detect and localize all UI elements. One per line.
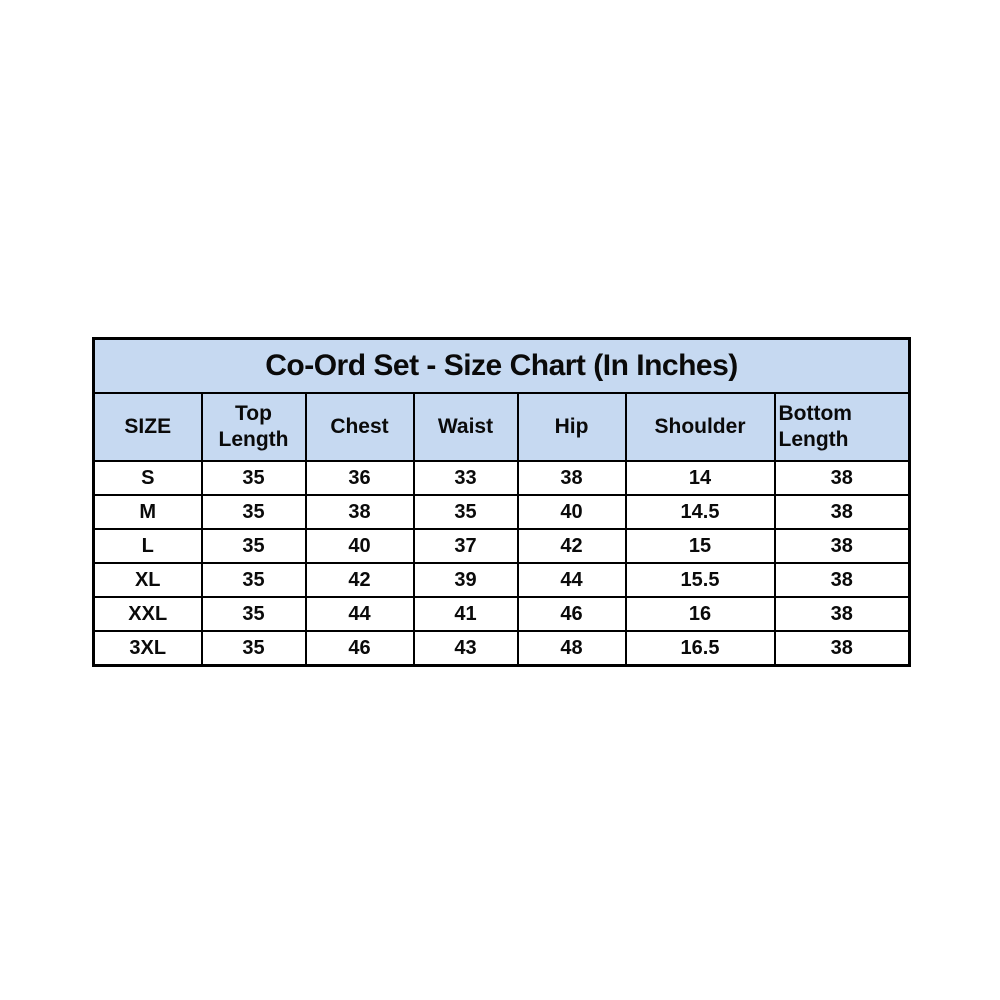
table-cell: 46 — [306, 631, 414, 666]
table-cell: 38 — [306, 495, 414, 529]
table-cell: 39 — [414, 563, 518, 597]
table-row — [94, 563, 910, 597]
chart-title: Co-Ord Set - Size Chart (In Inches) — [94, 339, 910, 394]
table-row — [94, 529, 910, 563]
table-cell: 16.5 — [626, 631, 775, 666]
size-chart-table — [92, 337, 911, 667]
table-cell: 40 — [306, 529, 414, 563]
table-cell: 42 — [306, 563, 414, 597]
table-cell: 37 — [414, 529, 518, 563]
table-cell: 42 — [518, 529, 626, 563]
table-cell: 35 — [202, 631, 306, 666]
table-cell: 38 — [775, 461, 910, 495]
table-cell: 38 — [775, 563, 910, 597]
header-size: SIZE — [94, 393, 202, 461]
size-label-cell: M — [94, 495, 202, 529]
table-cell: 41 — [414, 597, 518, 631]
header-bottom-length: Bottom Length — [775, 393, 910, 461]
table-cell: 36 — [306, 461, 414, 495]
header-hip: Hip — [518, 393, 626, 461]
table-row — [94, 495, 910, 529]
table-cell: 38 — [775, 529, 910, 563]
title-row — [94, 339, 910, 394]
table-cell: 40 — [518, 495, 626, 529]
table-cell: 15.5 — [626, 563, 775, 597]
size-label-cell: 3XL — [94, 631, 202, 666]
table-cell: 14 — [626, 461, 775, 495]
size-label-cell: XXL — [94, 597, 202, 631]
table-cell: 35 — [414, 495, 518, 529]
table-cell: 35 — [202, 461, 306, 495]
table-cell: 35 — [202, 597, 306, 631]
header-waist: Waist — [414, 393, 518, 461]
table-row — [94, 461, 910, 495]
table-cell: 38 — [775, 597, 910, 631]
table-cell: 38 — [775, 631, 910, 666]
table-cell: 16 — [626, 597, 775, 631]
table-cell: 35 — [202, 529, 306, 563]
table-cell: 14.5 — [626, 495, 775, 529]
size-label-cell: XL — [94, 563, 202, 597]
table-cell: 43 — [414, 631, 518, 666]
table-cell: 33 — [414, 461, 518, 495]
table-cell: 15 — [626, 529, 775, 563]
table-row — [94, 597, 910, 631]
table-cell: 44 — [306, 597, 414, 631]
header-shoulder: Shoulder — [626, 393, 775, 461]
header-row — [94, 393, 910, 461]
header-top-length: Top Length — [202, 393, 306, 461]
table-cell: 44 — [518, 563, 626, 597]
table-cell: 35 — [202, 495, 306, 529]
size-label-cell: L — [94, 529, 202, 563]
table-cell: 35 — [202, 563, 306, 597]
table-cell: 48 — [518, 631, 626, 666]
table-cell: 38 — [518, 461, 626, 495]
size-label-cell: S — [94, 461, 202, 495]
table-cell: 38 — [775, 495, 910, 529]
table-row — [94, 631, 910, 666]
table-cell: 46 — [518, 597, 626, 631]
header-chest: Chest — [306, 393, 414, 461]
